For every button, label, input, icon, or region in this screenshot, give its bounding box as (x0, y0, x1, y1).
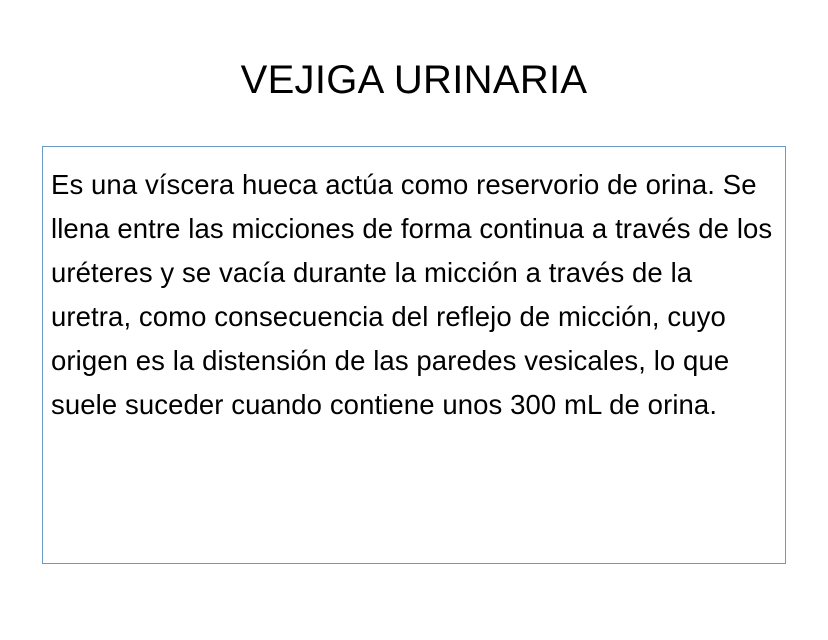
page-title: VEJIGA URINARIA (240, 58, 588, 102)
body-paragraph: Es una víscera hueca actúa como reservorio de orina. Se llena entre las micciones de forma continua a través de los uréteres y se vacía durante la micción a través de la uretra, como consecuencia del reflejo de micción, cuyo origen es la distensión de las paredes vesicales, lo que suele suceder cuando contiene unos 300 mL de orina. (51, 169, 781, 420)
content-box (42, 146, 786, 564)
